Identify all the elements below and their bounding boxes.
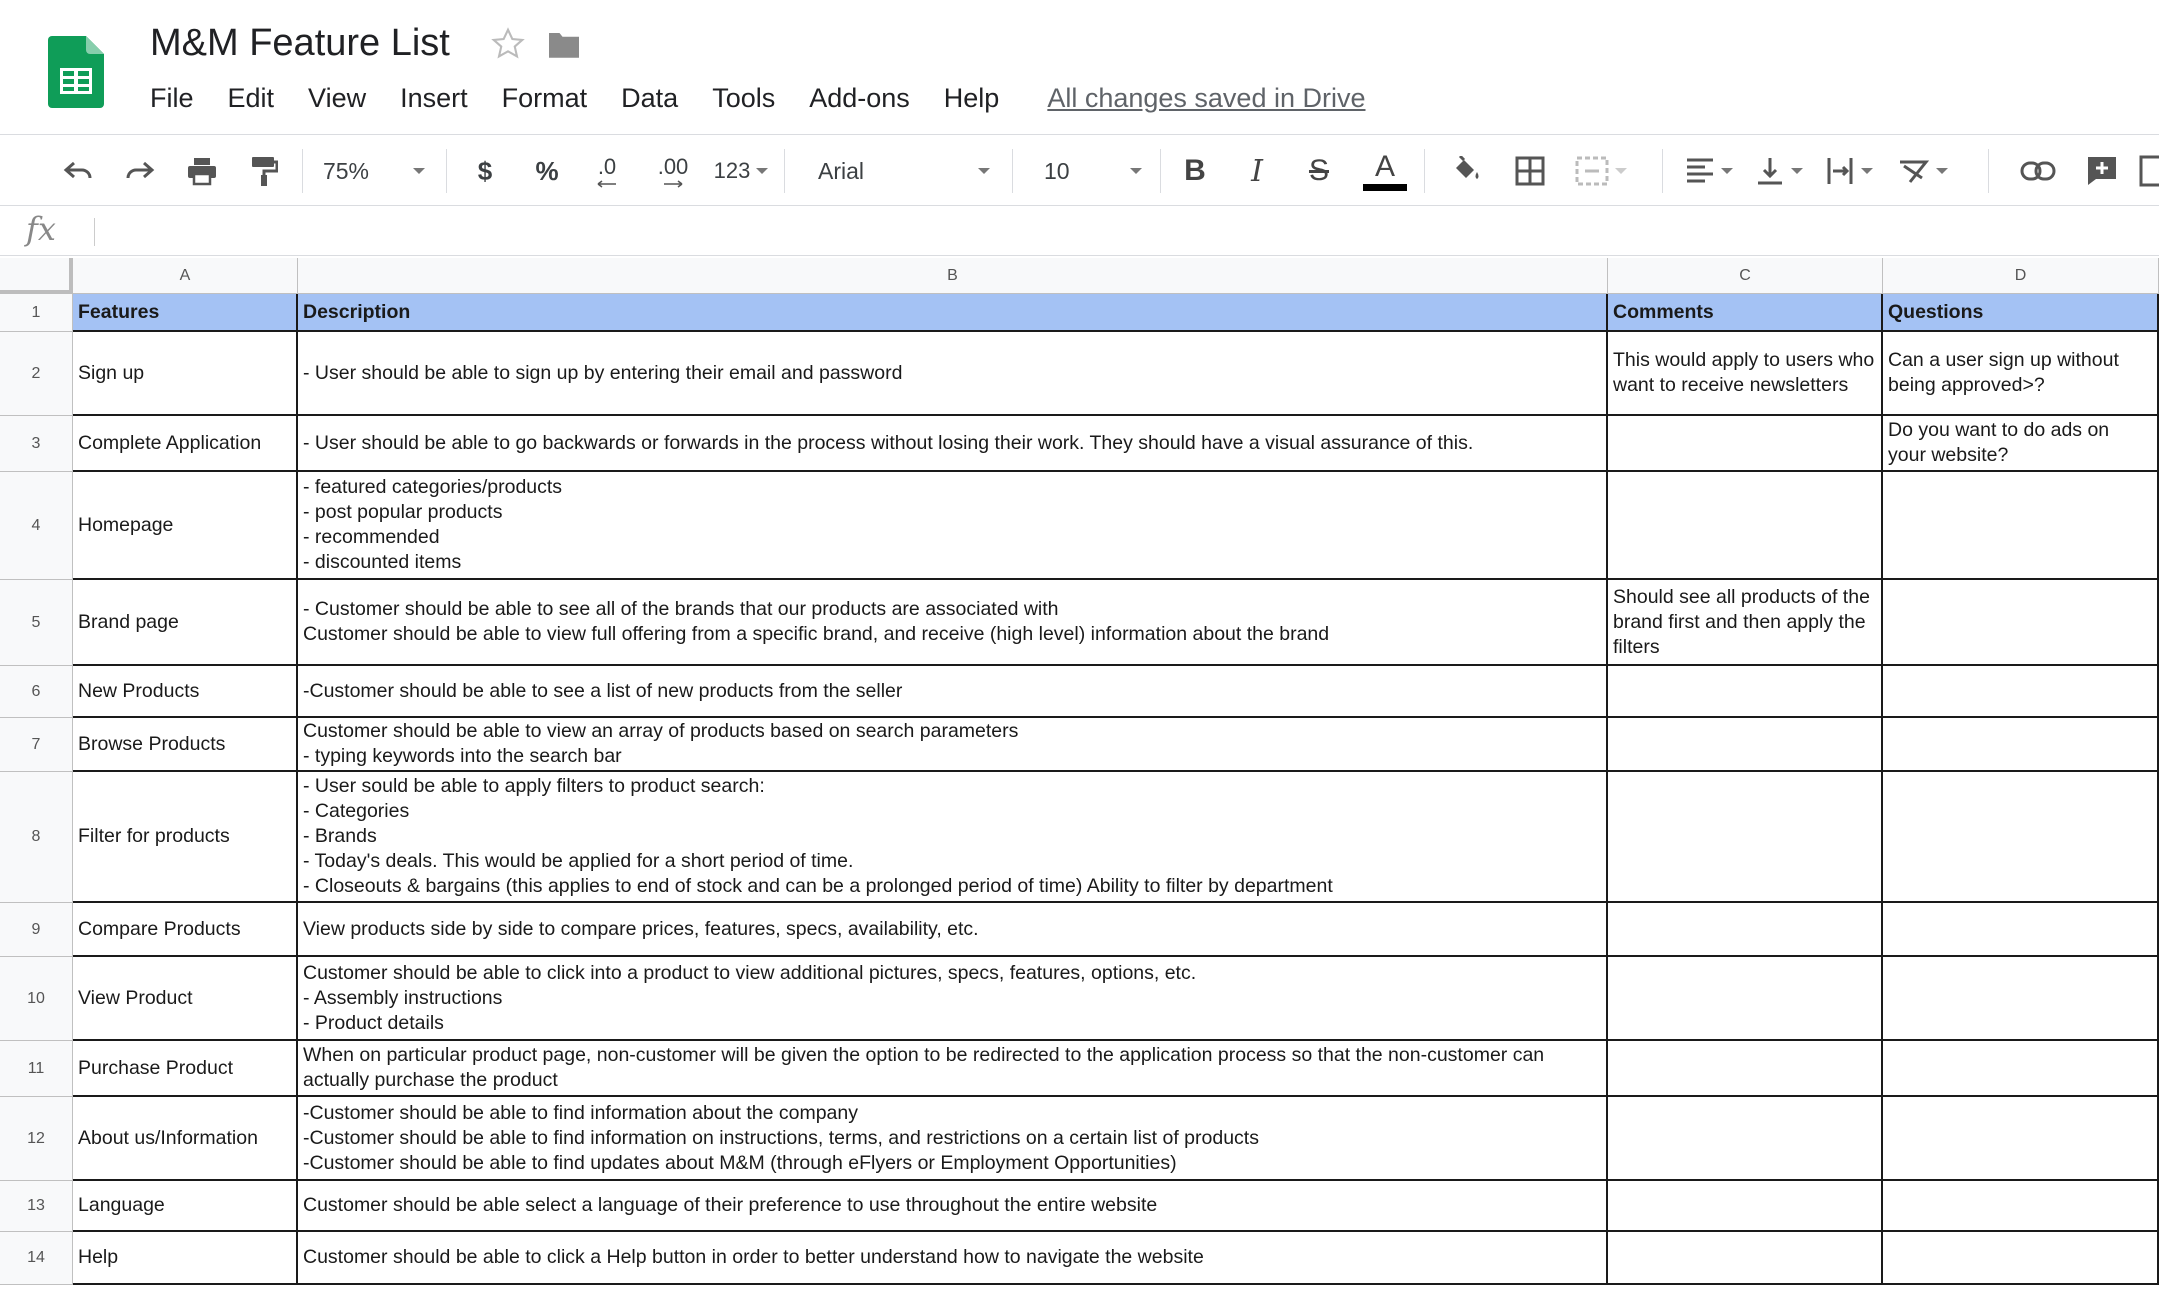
cell-description[interactable] <box>298 580 1608 666</box>
cell-questions[interactable] <box>1883 1041 2159 1097</box>
row-header[interactable]: 5 <box>0 580 73 666</box>
google-sheets-logo-icon[interactable] <box>48 36 104 108</box>
cell-description[interactable] <box>298 718 1608 772</box>
toolbar-separator <box>446 149 447 193</box>
row-header[interactable]: 7 <box>0 718 73 772</box>
cell-features[interactable] <box>73 718 298 772</box>
cell-features[interactable] <box>73 1232 298 1285</box>
star-icon[interactable] <box>490 26 526 62</box>
arrow-right-icon <box>662 180 684 188</box>
toolbar-separator <box>784 149 785 193</box>
row-header[interactable]: 12 <box>0 1097 73 1181</box>
cell-questions[interactable] <box>1883 472 2159 580</box>
row-header[interactable]: 9 <box>0 903 73 957</box>
cell-description[interactable] <box>298 666 1608 718</box>
row-header[interactable]: 11 <box>0 1041 73 1097</box>
cell-value: Customer should be able to click a Help button in order to better understand how to navigate the website <box>303 1246 1204 1268</box>
cell-value: -Customer should be able to find information about the company -Customer should be able to find information on instructions, terms, and restrictions on a certain list of products -Customer should be able to find updates about M&M (through eFlyers or Employment Opportunities) <box>303 1101 1259 1174</box>
horizontal-align-icon[interactable] <box>1676 135 1742 207</box>
more-formats-caret-icon <box>756 168 768 174</box>
font-family-select[interactable] <box>798 135 998 207</box>
cell-questions[interactable] <box>1883 957 2159 1041</box>
toolbar-separator <box>1988 149 1989 193</box>
cell-comments[interactable] <box>1608 903 1883 957</box>
cell-comments[interactable] <box>1608 416 1883 472</box>
cell-value: New Products <box>78 679 200 702</box>
cell-questions[interactable] <box>1883 1181 2159 1232</box>
formula-input[interactable] <box>110 216 2110 246</box>
increase-decimal-button[interactable] <box>644 135 702 207</box>
cell-value: - Customer should be able to see all of the brands that our products are associated with Customer should be able to view full offering from a specific brand, and receive (high level) information about the brand <box>303 598 1330 645</box>
text-rotation-icon[interactable] <box>1886 135 1958 207</box>
strikethrough-button[interactable] <box>1296 135 1342 207</box>
decrease-decimal-button[interactable] <box>582 135 632 207</box>
menu-help[interactable]: Help <box>943 82 1000 113</box>
menu-edit[interactable]: Edit <box>227 82 275 113</box>
zoom-select[interactable] <box>314 135 434 207</box>
cell-comments[interactable] <box>1608 580 1883 666</box>
increase-decimal-label: .00 <box>657 154 689 179</box>
cell-questions[interactable] <box>1883 332 2159 416</box>
more-formats-label: 123 <box>713 158 751 183</box>
menu-format[interactable]: Format <box>501 82 588 113</box>
zoom-value: 75% <box>322 157 370 184</box>
cell-value: Customer should be able to click into a product to view additional pictures, specs, features, options, etc. - Assembly instructions - Product details <box>303 961 1197 1034</box>
italic-button[interactable] <box>1234 135 1280 207</box>
cell-value: Purchase Product <box>78 1056 234 1079</box>
cell-value: Description <box>303 300 411 323</box>
menu-bar <box>150 80 1366 116</box>
cell-questions[interactable] <box>1883 416 2159 472</box>
cell-features[interactable] <box>73 903 298 957</box>
toolbar-separator <box>1012 149 1013 193</box>
header-cell-features[interactable] <box>73 294 298 332</box>
header-cell-comments[interactable] <box>1608 294 1883 332</box>
row-header[interactable]: 8 <box>0 772 73 903</box>
row-header[interactable]: 13 <box>0 1181 73 1232</box>
cell-features[interactable] <box>73 332 298 416</box>
formula-separator <box>94 218 95 246</box>
cell-value: Help <box>78 1246 119 1268</box>
cell-description[interactable] <box>298 472 1608 580</box>
strikethrough-label: S <box>1308 154 1329 187</box>
font-size-value: 10 <box>1044 157 1070 184</box>
cell-comments[interactable] <box>1608 1232 1883 1285</box>
cell-questions[interactable] <box>1883 718 2159 772</box>
cell-value: Browse Products <box>78 732 226 755</box>
vertical-align-caret-icon <box>1791 168 1803 174</box>
cell-comments[interactable] <box>1608 772 1883 903</box>
cell-value: View products side by side to compare prices, features, specs, availability, etc. <box>303 917 979 940</box>
currency-label: $ <box>477 155 493 186</box>
cell-value: Language <box>78 1194 165 1216</box>
cell-description[interactable] <box>298 903 1608 957</box>
cell-questions[interactable] <box>1883 1232 2159 1285</box>
cell-value: - User should be able to sign up by entering their email and password <box>303 361 903 384</box>
header-cell-questions[interactable] <box>1883 294 2159 332</box>
cell-features[interactable] <box>73 666 298 718</box>
cell-value: Customer should be able to view an array of products based on search parameters - typing keywords into the search bar <box>303 720 1019 767</box>
formula-bar <box>0 206 2159 256</box>
cell-features[interactable] <box>73 957 298 1041</box>
toolbar-separator <box>1160 149 1161 193</box>
menu-add-ons[interactable]: Add-ons <box>809 82 910 113</box>
cell-value: Brand page <box>78 610 179 633</box>
column-header-b[interactable]: B <box>298 258 1608 294</box>
menu-view[interactable]: View <box>308 82 367 113</box>
cell-questions[interactable] <box>1883 666 2159 718</box>
paint-format-icon[interactable] <box>238 135 290 207</box>
cell-value: About us/Information <box>78 1126 258 1149</box>
cell-features[interactable] <box>73 416 298 472</box>
cell-value: Comments <box>1613 300 1714 323</box>
text-wrapping-caret-icon <box>1861 168 1873 174</box>
cell-questions[interactable] <box>1883 772 2159 903</box>
font-family-value: Arial <box>818 157 865 184</box>
insert-comment-icon[interactable] <box>2076 135 2128 207</box>
document-title[interactable]: M&M Feature List <box>150 22 450 64</box>
cell-comments[interactable] <box>1608 718 1883 772</box>
cell-questions[interactable] <box>1883 903 2159 957</box>
merge-caret-icon <box>1615 168 1627 174</box>
cell-value: When on particular product page, non-customer will be given the option to be redirected to the application process so that the non-customer can actually purchase the product <box>303 1044 1545 1091</box>
currency-format-button[interactable] <box>460 135 510 207</box>
cell-value: Filter for products <box>78 825 230 847</box>
select-all-corner[interactable] <box>0 258 73 294</box>
cell-value: Should see all products of the brand first and then apply the filters <box>1613 585 1870 658</box>
insert-link-icon[interactable] <box>2012 135 2064 207</box>
cell-value: This would apply to users who want to receive newsletters <box>1613 349 1875 396</box>
text-color-swatch <box>1363 184 1407 191</box>
italic-label: I <box>1251 153 1263 189</box>
toolbar-separator <box>1662 149 1663 193</box>
cell-questions[interactable] <box>1883 580 2159 666</box>
cell-comments[interactable] <box>1608 666 1883 718</box>
folder-icon[interactable] <box>546 30 582 60</box>
cell-comments[interactable] <box>1608 1097 1883 1181</box>
cell-description[interactable] <box>298 957 1608 1041</box>
cell-value: - User should be able to go backwards or forwards in the process without losing their work. They should have a visual assurance of this. <box>303 431 1474 454</box>
cell-description[interactable] <box>298 772 1608 903</box>
cell-comments[interactable] <box>1608 1041 1883 1097</box>
cell-features[interactable] <box>73 580 298 666</box>
menu-tools[interactable]: Tools <box>712 82 776 113</box>
cell-value: Complete Application <box>78 431 262 454</box>
cell-features[interactable] <box>73 1041 298 1097</box>
bold-button[interactable] <box>1172 135 1218 207</box>
cell-description[interactable] <box>298 332 1608 416</box>
row-header[interactable]: 3 <box>0 416 73 472</box>
font-family-caret-icon <box>978 168 990 174</box>
cell-description[interactable] <box>298 1041 1608 1097</box>
text-wrapping-icon[interactable] <box>1816 135 1882 207</box>
text-rotation-caret-icon <box>1936 168 1948 174</box>
borders-icon[interactable] <box>1504 135 1556 207</box>
cell-comments[interactable] <box>1608 472 1883 580</box>
font-size-caret-icon <box>1130 168 1142 174</box>
vertical-align-icon[interactable] <box>1746 135 1812 207</box>
column-header-d[interactable]: D <box>1883 258 2159 294</box>
font-size-select[interactable] <box>1026 135 1152 207</box>
title-bar <box>0 0 2159 133</box>
cell-description[interactable] <box>298 1181 1608 1232</box>
cell-comments[interactable] <box>1608 1181 1883 1232</box>
insert-chart-icon[interactable] <box>2138 135 2159 207</box>
cell-value: Questions <box>1888 300 1984 323</box>
undo-icon[interactable] <box>52 135 104 207</box>
percent-label: % <box>535 155 559 186</box>
cell-features[interactable] <box>73 472 298 580</box>
cell-features[interactable] <box>73 772 298 903</box>
arrow-left-icon <box>596 180 618 188</box>
toolbar <box>0 134 2159 206</box>
cell-features[interactable] <box>73 1181 298 1232</box>
fill-color-icon[interactable] <box>1440 135 1492 207</box>
row-header[interactable]: 4 <box>0 472 73 580</box>
fx-icon: fx <box>26 210 56 248</box>
cell-value: - featured categories/products - post popular products - recommended - discounted items <box>303 476 563 573</box>
cell-value: Compare Products <box>78 917 241 940</box>
menu-insert[interactable]: Insert <box>400 82 468 113</box>
header-cell-description[interactable] <box>298 294 1608 332</box>
cell-value: Features <box>78 300 160 323</box>
text-color-label: A <box>1374 149 1395 183</box>
menu-file[interactable]: File <box>150 82 194 113</box>
zoom-caret-icon <box>413 168 425 174</box>
save-status-link[interactable]: All changes saved in Drive <box>1047 82 1366 113</box>
cell-comments[interactable] <box>1608 332 1883 416</box>
redo-icon[interactable] <box>114 135 166 207</box>
cell-value: - User sould be able to apply filters to product search: - Categories - Brands - Today's deals. This would be applied for a short period of time. - Closeouts & bargains (this applies to end of stock and can be a prolonged period of time) Ability to filter by department <box>303 775 1333 897</box>
cell-value: -Customer should be able to see a list of new products from the seller <box>303 679 903 702</box>
merge-cells-icon[interactable] <box>1566 135 1636 207</box>
cell-description[interactable] <box>298 416 1608 472</box>
cell-value: Customer should be able select a language of their preference to use throughout the entire website <box>303 1194 1158 1216</box>
toolbar-separator <box>302 149 303 193</box>
row-header[interactable]: 14 <box>0 1232 73 1285</box>
row-header[interactable]: 10 <box>0 957 73 1041</box>
row-header[interactable]: 6 <box>0 666 73 718</box>
print-icon[interactable] <box>176 135 228 207</box>
cell-value: Can a user sign up without being approved>? <box>1888 349 2119 396</box>
row-header[interactable]: 2 <box>0 332 73 416</box>
cell-value: Homepage <box>78 513 174 536</box>
cell-value: Sign up <box>78 361 145 384</box>
cell-comments[interactable] <box>1608 957 1883 1041</box>
cell-value: View Product <box>78 986 193 1009</box>
text-color-button[interactable] <box>1360 135 1410 207</box>
row-header[interactable]: 1 <box>0 294 73 332</box>
cell-value: Do you want to do ads on your website? <box>1888 419 2110 466</box>
cell-features[interactable] <box>73 1097 298 1181</box>
bold-label: B <box>1184 154 1206 187</box>
column-header-c[interactable]: C <box>1608 258 1883 294</box>
toolbar-separator <box>1424 149 1425 193</box>
more-formats-button[interactable] <box>706 135 776 207</box>
horizontal-align-caret-icon <box>1721 168 1733 174</box>
cell-description[interactable] <box>298 1232 1608 1285</box>
percent-format-button[interactable] <box>522 135 572 207</box>
decrease-decimal-label: .0 <box>597 154 617 179</box>
menu-data[interactable]: Data <box>621 82 679 113</box>
column-header-a[interactable]: A <box>73 258 298 294</box>
cell-questions[interactable] <box>1883 1097 2159 1181</box>
cell-description[interactable] <box>298 1097 1608 1181</box>
